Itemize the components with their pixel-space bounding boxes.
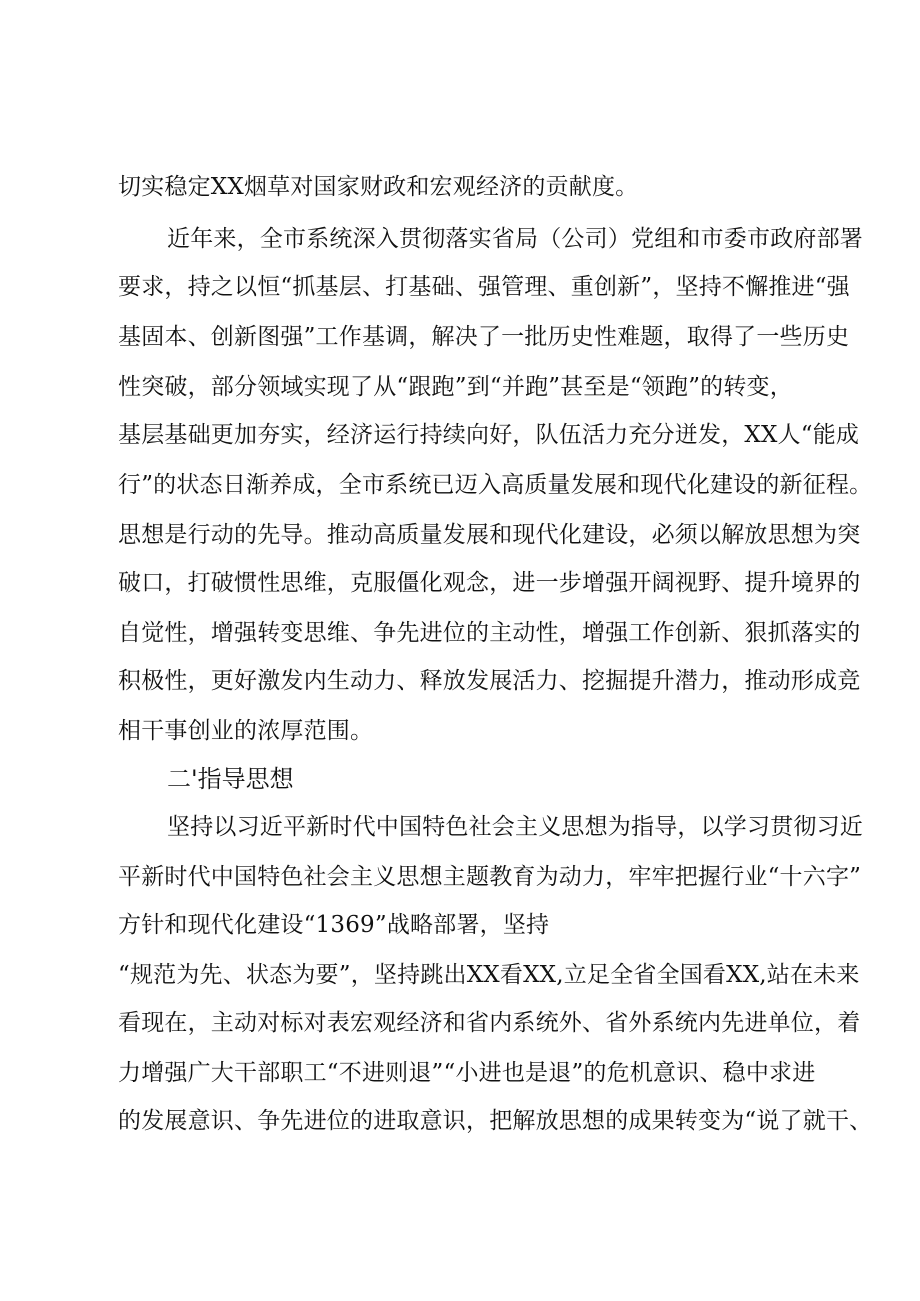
text-line: 积极性，更好激发内生动力、释放发展活力、挖掘提升潜力，推动形成竞 [118,668,861,694]
text-line: 力增强广大干部职工“不进则退”“小进也是退”的危机意识、稳中求进 [118,1060,816,1086]
text-line: 行”的状态日渐养成，全市系统已迈入高质量发展和现代化建设的新征程。 [118,472,873,498]
text-line: 基层基础更加夯实，经济运行持续向好，队伍活力充分迸发，XX人“能成 [118,422,860,448]
text-line: 基固本、创新图强”工作基调，解决了一批历史性难题，取得了一些历史 [118,324,850,350]
text-line: 相干事创业的浓厚范围。 [118,718,374,744]
text-line: 近年来，全市系统深入贯彻落实省局（公司）党组和市委市政府部署 [167,226,863,252]
text-line: 思想是行动的先导。推动高质量发展和现代化建设，必须以解放思想为突 [118,522,861,548]
text-line: 要求，持之以恒“抓基层、打基础、强管理、重创新”，坚持不懈推进“强 [118,274,850,300]
section-heading: 二'指导思想 [167,765,294,793]
text-line: 的发展意识、争先进位的进取意识，把解放思想的成果转变为“说了就干、 [118,1108,873,1134]
text-line: 看现在，主动对标对表宏观经济和省内系统外、省外系统内先进单位，着 [118,1010,861,1036]
text-line: 方针和现代化建设“1369”战略部署，坚持 [118,912,550,938]
text-line: 平新时代中国特色社会主义思想主题教育为动力，牢牢把握行业“十六字” [118,864,862,890]
text-line: 切实稳定XX烟草对国家财政和宏观经济的贡献度。 [118,174,639,200]
text-line: 自觉性，增强转变思维、争先进位的主动性，增强工作创新、狠抓落实的 [118,620,861,646]
text-line: 坚持以习近平新时代中国特色社会主义思想为指导，以学习贯彻习近 [167,814,863,840]
text-line: “规范为先、状态为要”，坚持跳出XX看XX,立足全省全国看XX,站在未来 [118,962,860,988]
text-line: 性突破，部分领域实现了从“跟跑”到“并跑”甚至是“领跑”的转变， [118,374,793,400]
text-line: 破口，打破惯性思维，克服僵化观念，进一步增强开阔视野、提升境界的 [118,570,861,596]
